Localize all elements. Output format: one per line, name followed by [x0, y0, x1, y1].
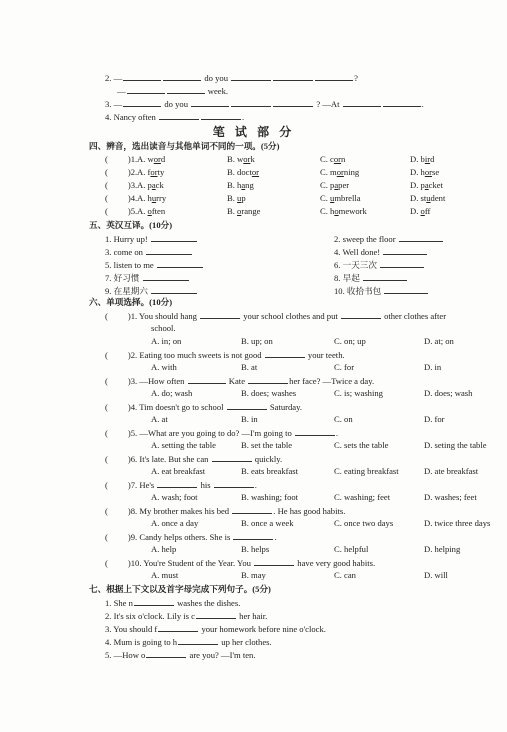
phonics-option[interactable] — [227, 167, 259, 177]
option-letter: B. — [227, 193, 235, 203]
mc-option[interactable]: A. once a day — [151, 518, 199, 528]
word-part: p — [330, 180, 335, 190]
option-letter: D. — [410, 193, 419, 203]
item-number: 1. — [130, 154, 138, 164]
option-letter: C. — [320, 180, 328, 190]
translation-text: 8. 早起 — [334, 273, 360, 283]
underlined-sound: u — [151, 193, 157, 203]
option-letter: B. — [227, 167, 235, 177]
answer-blank[interactable] — [196, 610, 236, 619]
translation-item — [334, 233, 444, 244]
translation-text: 9. 在星期六 — [105, 286, 148, 296]
underlined-sound: or — [336, 167, 344, 177]
blank[interactable] — [200, 310, 240, 319]
answer-blank[interactable] — [143, 272, 189, 281]
mc-option[interactable]: B. once a week — [241, 518, 294, 528]
word-part: p — [241, 193, 246, 203]
word-part: m — [330, 167, 337, 177]
answer-blank[interactable] — [157, 259, 203, 268]
option-letter: A. — [137, 167, 146, 177]
completion-item — [105, 649, 255, 660]
word-part: p — [147, 180, 152, 190]
phonics-row: ( )5. — [105, 206, 138, 216]
mc-question-9: ( )9. Candy helps others. She is . — [105, 532, 277, 542]
blank[interactable] — [254, 557, 294, 566]
underlined-sound: or — [333, 154, 342, 164]
mc-option[interactable]: A. wash; foot — [151, 492, 198, 502]
phonics-row: ( )4. — [105, 193, 138, 203]
mc-question-6: ( )6. It's late. But she can quickly. — [105, 454, 283, 464]
word-part: h — [420, 167, 425, 177]
word-part: mbrella — [334, 193, 361, 203]
mc-option[interactable]: B. in — [241, 414, 258, 424]
phonics-option[interactable] — [320, 193, 361, 203]
underlined-sound: o — [420, 206, 425, 216]
translation-item — [105, 246, 193, 257]
phonics-option[interactable] — [410, 193, 445, 203]
phonics-option[interactable] — [137, 206, 165, 216]
blank[interactable] — [201, 111, 241, 120]
word-part: mework — [338, 206, 367, 216]
answer-blank[interactable] — [384, 285, 428, 294]
sentence-start: 1. She n — [105, 598, 133, 608]
phonics-option[interactable] — [410, 180, 443, 190]
underlined-sound: ir — [424, 154, 431, 164]
translation-item — [105, 272, 190, 283]
option-letter: A. — [137, 206, 146, 216]
mc-question-7: ( )7. He's his . — [105, 480, 257, 490]
translation-item — [105, 259, 204, 270]
answer-blank[interactable] — [380, 259, 424, 268]
word-part: se — [431, 167, 440, 177]
mc-option[interactable]: D. will — [424, 570, 448, 580]
phonics-option[interactable] — [320, 206, 367, 216]
item-number: 4. — [130, 193, 138, 203]
section6-heading: 六、单项选择。(10分) — [89, 297, 173, 307]
word-part: p — [420, 180, 425, 190]
word-part: ff — [424, 206, 431, 216]
translation-text: 3. come on — [105, 247, 143, 257]
blank[interactable] — [157, 479, 197, 488]
answer-blank[interactable] — [178, 636, 218, 645]
blank[interactable] — [233, 531, 273, 540]
answer-blank[interactable] — [146, 649, 186, 658]
completion-item — [105, 623, 326, 634]
item-number: 2. — [130, 167, 138, 177]
mc-question-1-cont: school. — [151, 323, 176, 333]
word-part: w — [237, 154, 244, 164]
answer-blank[interactable] — [134, 597, 174, 606]
underlined-sound: a — [334, 180, 339, 190]
item-number: 3. — [130, 180, 138, 190]
mc-option[interactable]: A. in; on — [151, 336, 182, 346]
underlined-sound: a — [424, 180, 429, 190]
word-part: h — [330, 206, 335, 216]
blank[interactable] — [295, 427, 335, 436]
phonics-option[interactable] — [137, 154, 165, 164]
underlined-sound: or — [243, 154, 251, 164]
mc-question-4: ( )4. Tim doesn't go to school Saturday. — [105, 402, 302, 412]
underlined-sound: u — [237, 193, 242, 203]
phonics-option[interactable] — [227, 206, 260, 216]
phonics-option[interactable] — [227, 193, 246, 203]
word-part: st — [420, 193, 427, 203]
translation-text: 7. 好习惯 — [105, 273, 140, 283]
option-letter: A. — [137, 193, 146, 203]
word-part: w — [147, 154, 154, 164]
blank[interactable] — [214, 479, 254, 488]
answer-blank[interactable] — [146, 246, 192, 255]
mc-question-10: ( )10. You're Student of the Year. You have very good habits. — [105, 558, 376, 568]
word-part: c — [330, 154, 334, 164]
mc-option[interactable]: B. does; washes — [241, 388, 297, 398]
sentence-end: up her clothes. — [221, 637, 272, 647]
word-part: n — [341, 154, 346, 164]
word-part: ning — [343, 167, 360, 177]
mc-option[interactable]: C. is; washing — [334, 388, 383, 398]
word-part: d — [430, 154, 435, 164]
word-part: doct — [237, 167, 252, 177]
completion-item — [105, 636, 272, 647]
phonics-option[interactable] — [320, 154, 345, 164]
mc-option[interactable]: C. eating breakfast — [334, 466, 399, 476]
underlined-sound: o — [147, 206, 152, 216]
section-title: 笔 试 部 分 — [212, 125, 295, 139]
word-part: b — [420, 154, 425, 164]
phonics-option[interactable] — [137, 180, 164, 190]
mc-option[interactable]: C. can — [334, 570, 356, 580]
section7-heading: 七、根据上下文以及首字母完成下列句子。(5分) — [89, 584, 271, 594]
blank[interactable] — [248, 375, 288, 384]
completion-item — [105, 597, 240, 608]
option-letter: B. — [227, 154, 235, 164]
top-q3: 3. — do you ? —At . — [105, 99, 424, 109]
mc-option[interactable]: B. up; on — [241, 336, 273, 346]
blank[interactable] — [273, 98, 313, 107]
option-letter: A. — [137, 154, 146, 164]
word-part: ty — [157, 167, 165, 177]
blank[interactable] — [231, 98, 271, 107]
option-letter: B. — [227, 180, 235, 190]
blank[interactable] — [188, 375, 226, 384]
underlined-sound: a — [151, 180, 156, 190]
phonics-option[interactable] — [227, 154, 255, 164]
mc-option[interactable]: D. in — [424, 362, 442, 372]
mc-option[interactable]: C. washing; feet — [334, 492, 391, 502]
option-letter: D. — [410, 180, 419, 190]
blank[interactable] — [227, 401, 267, 410]
option-letter: C. — [320, 154, 328, 164]
blank[interactable] — [163, 72, 201, 81]
sentence-end: your homework before nine o'clock. — [201, 624, 326, 634]
translation-text: 10. 收拾书包 — [334, 286, 382, 296]
sentence-end: washes the dishes. — [177, 598, 241, 608]
word-part: cket — [428, 180, 443, 190]
word-part: dent — [430, 193, 446, 203]
mc-option[interactable]: A. with — [151, 362, 177, 372]
translation-item — [334, 259, 425, 270]
phonics-option[interactable] — [320, 167, 359, 177]
mc-option[interactable]: C. helpful — [334, 544, 369, 554]
sentence-start: 2. It's six o'clock. Lily is c — [105, 611, 195, 621]
mc-option[interactable]: B. at — [241, 362, 258, 372]
option-letter: C. — [320, 206, 328, 216]
blank[interactable] — [191, 98, 229, 107]
mc-question-1: ( )1. You should hang your school clothes and put other clothes after — [105, 311, 447, 321]
mc-option[interactable]: D. twice three days — [424, 518, 491, 528]
underlined-sound: o — [237, 206, 242, 216]
answer-blank[interactable] — [158, 623, 198, 632]
mc-option[interactable]: D. for — [424, 414, 445, 424]
blank[interactable] — [232, 505, 272, 514]
option-letter: B. — [227, 206, 235, 216]
underlined-sound: o — [334, 206, 339, 216]
phonics-option[interactable] — [227, 180, 254, 190]
phonics-row: ( )3. — [105, 180, 138, 190]
translation-item — [105, 285, 198, 296]
section5-heading: 五、英汉互译。(10分) — [89, 220, 173, 230]
phonics-row: ( )1. — [105, 154, 138, 164]
translation-item — [334, 272, 408, 283]
sentence-end: her hair. — [239, 611, 268, 621]
top-q4: 4. Nancy often . — [105, 112, 245, 122]
blank[interactable] — [231, 72, 271, 81]
mc-option[interactable]: A. setting the table — [151, 440, 216, 450]
mc-question-2: ( )2. Eating too much sweets is not good your teeth. — [105, 350, 345, 360]
underlined-sound: a — [241, 180, 246, 190]
top-q2: 2. — do you ? — [105, 73, 358, 83]
word-part: rry — [156, 193, 167, 203]
translation-text: 2. sweep the floor — [334, 234, 396, 244]
translation-item — [105, 233, 198, 244]
phonics-option[interactable] — [137, 167, 164, 177]
blank[interactable] — [265, 349, 305, 358]
answer-blank[interactable] — [383, 246, 427, 255]
phonics-option[interactable] — [410, 206, 430, 216]
word-part: ften — [151, 206, 166, 216]
mc-question-5: ( )5. —What are you going to do? —I'm going to . — [105, 428, 339, 438]
option-letter: C. — [320, 193, 328, 203]
blank[interactable] — [341, 310, 381, 319]
item-number: 5. — [130, 206, 138, 216]
mc-option[interactable]: D. helping — [424, 544, 461, 554]
top-q2-answer: — week. — [117, 86, 229, 96]
phonics-option[interactable] — [410, 154, 434, 164]
answer-blank[interactable] — [151, 285, 197, 294]
phonics-option[interactable] — [320, 180, 349, 190]
mc-option[interactable]: A. eat breakfast — [151, 466, 206, 476]
translation-text: 1. Hurry up! — [105, 234, 148, 244]
word-part: range — [241, 206, 261, 216]
mc-option[interactable]: D. ate breakfast — [424, 466, 479, 476]
option-letter: C. — [320, 167, 328, 177]
blank[interactable] — [383, 98, 421, 107]
mc-option[interactable]: C. for — [334, 362, 355, 372]
word-part: h — [147, 193, 152, 203]
option-letter: D. — [410, 206, 419, 216]
mc-option[interactable]: C. on — [334, 414, 353, 424]
mc-option[interactable]: C. once two days — [334, 518, 394, 528]
mc-option[interactable]: B. helps — [241, 544, 270, 554]
mc-option[interactable]: B. set the table — [241, 440, 293, 450]
translation-item — [334, 246, 428, 257]
answer-blank[interactable] — [363, 272, 407, 281]
blank[interactable] — [273, 72, 313, 81]
phonics-row: ( )2. — [105, 167, 138, 177]
mc-option[interactable]: C. sets the table — [334, 440, 389, 450]
underlined-sound: or — [153, 154, 161, 164]
underlined-sound: u — [426, 193, 431, 203]
mc-option[interactable]: A. must — [151, 570, 179, 580]
option-letter: D. — [410, 167, 419, 177]
word-part: h — [237, 180, 242, 190]
phonics-option[interactable] — [410, 167, 439, 177]
blank[interactable] — [212, 453, 252, 462]
word-part: d — [160, 154, 166, 164]
mc-option[interactable]: C. on; up — [334, 336, 366, 346]
translation-text: 6. 一天三次 — [334, 260, 377, 270]
mc-option[interactable]: D. washes; feet — [424, 492, 477, 502]
underlined-sound: or — [150, 167, 158, 177]
mc-question-3: ( )3. —How often Kate her face? —Twice a day. — [105, 376, 375, 386]
mc-option[interactable]: A. help — [151, 544, 177, 554]
mc-option[interactable]: D. seting the table — [424, 440, 487, 450]
blank[interactable] — [127, 85, 165, 94]
sentence-start: 5. —How o — [105, 650, 146, 660]
word-part: ck — [155, 180, 164, 190]
mc-option[interactable]: D. at; on — [424, 336, 454, 346]
answer-blank[interactable] — [399, 233, 443, 242]
section4-heading: 四、辨音，选出读音与其他单词不同的一项。(5分) — [89, 141, 280, 151]
underlined-sound: or — [251, 167, 260, 177]
phonics-option[interactable] — [137, 193, 166, 203]
mc-option[interactable]: A. do; wash — [151, 388, 193, 398]
word-part: per — [338, 180, 350, 190]
blank[interactable] — [315, 72, 353, 81]
blank[interactable] — [167, 85, 205, 94]
word-part: ng — [245, 180, 254, 190]
underlined-sound: or — [424, 167, 432, 177]
blank[interactable] — [159, 111, 199, 120]
mc-option[interactable]: B. washing; foot — [241, 492, 299, 502]
completion-item — [105, 610, 267, 621]
translation-item — [334, 285, 429, 296]
answer-blank[interactable] — [151, 233, 197, 242]
underlined-sound: u — [330, 193, 335, 203]
word-part: f — [147, 167, 151, 177]
mc-option[interactable]: B. may — [241, 570, 266, 580]
sentence-start: 3. You should f — [105, 624, 158, 634]
blank[interactable] — [123, 98, 161, 107]
word-part: k — [250, 154, 255, 164]
mc-option[interactable]: A. at — [151, 414, 168, 424]
sentence-end: are you? —I'm ten. — [189, 650, 256, 660]
translation-text: 5. listen to me — [105, 260, 154, 270]
option-letter: D. — [410, 154, 419, 164]
blank[interactable] — [123, 72, 161, 81]
option-letter: A. — [137, 180, 146, 190]
blank[interactable] — [343, 98, 381, 107]
sentence-start: 4. Mum is going to h — [105, 637, 178, 647]
translation-text: 4. Well done! — [334, 247, 381, 257]
mc-option[interactable]: D. does; wash — [424, 388, 473, 398]
mc-option[interactable]: B. eats breakfast — [241, 466, 299, 476]
mc-question-8: ( )8. My brother makes his bed . He has good habits. — [105, 506, 346, 516]
